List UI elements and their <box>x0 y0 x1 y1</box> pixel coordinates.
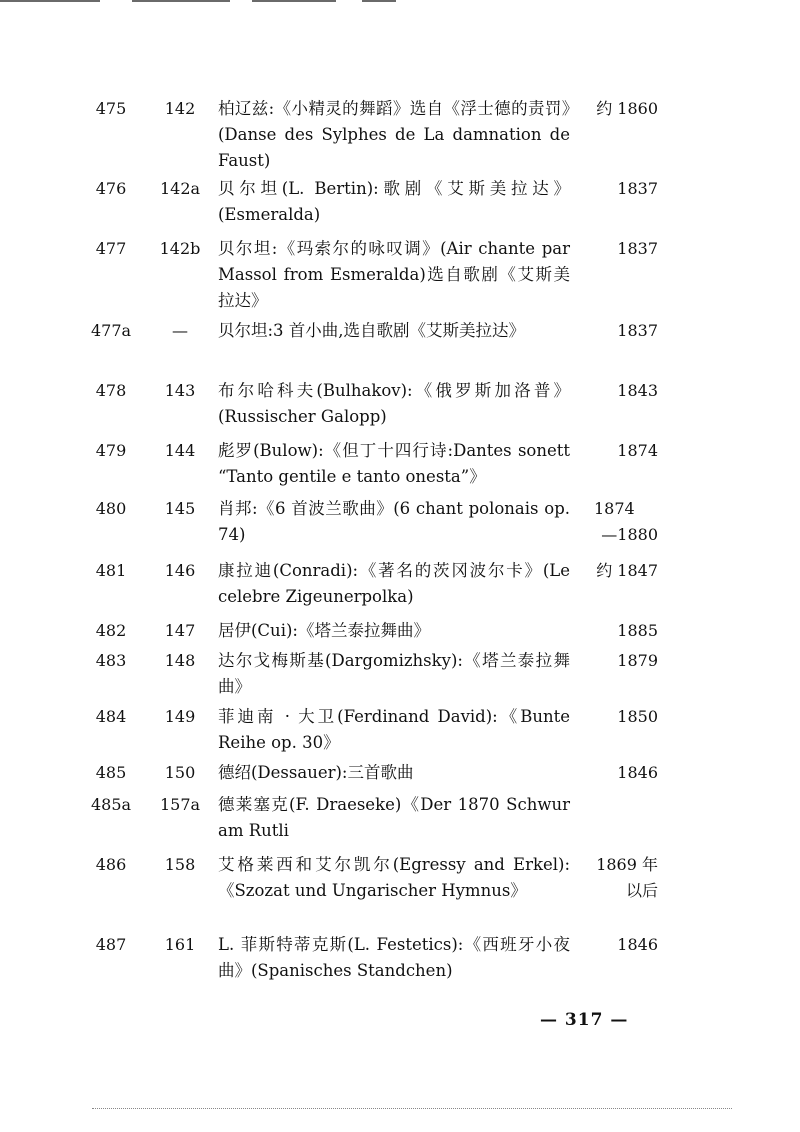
entry-number: 477a <box>90 321 132 340</box>
entry-sub-number: 142b <box>159 239 201 258</box>
entry-number: 484 <box>95 707 127 726</box>
entry-year <box>578 618 658 644</box>
catalog-entry <box>0 318 800 378</box>
catalog-entry <box>0 618 800 648</box>
entry-description: 艾格莱西和艾尔凯尔(Egressy and Erkel):《Szozat und Ungarischer Hymnus》 <box>218 855 570 900</box>
entry-year <box>578 558 658 584</box>
catalog-entry <box>0 236 800 318</box>
catalog-entry <box>0 792 800 852</box>
top-rule <box>132 0 230 2</box>
entry-sub-number: 149 <box>164 707 196 726</box>
entry-sub-number: 150 <box>164 763 196 782</box>
entry-sub-number: 142a <box>159 179 201 198</box>
entry-year-line: 约 1847 <box>596 561 658 580</box>
catalog-entry <box>0 378 800 438</box>
entry-year <box>578 438 658 464</box>
entry-year <box>578 496 658 548</box>
entry-sub-number: 158 <box>164 855 196 874</box>
entry-number: 486 <box>95 855 127 874</box>
page-number: — 317 — <box>540 1010 629 1030</box>
entry-year-line: 约 1860 <box>596 99 658 118</box>
entry-number: 480 <box>95 499 127 518</box>
entry-sub-number: 161 <box>164 935 196 954</box>
entry-number: 481 <box>95 561 127 580</box>
bottom-rule <box>92 1108 732 1110</box>
entry-year-line: 1846 <box>617 763 658 782</box>
entry-sub-number: 146 <box>164 561 196 580</box>
entry-number: 479 <box>95 441 127 460</box>
entry-year <box>578 760 658 786</box>
entry-year-line: 1879 <box>617 651 658 670</box>
entry-description: 贝尔坦(L. Bertin):歌剧《艾斯美拉达》(Esmeralda) <box>218 179 570 224</box>
catalog-entry <box>0 176 800 236</box>
entry-description: 贝尔坦:《玛索尔的咏叹调》(Air chante par Massol from Esmeralda)选自歌剧《艾斯美拉达》 <box>218 239 570 310</box>
catalog-entry <box>0 852 800 932</box>
catalog-entry <box>0 760 800 792</box>
entry-year-line: 1885 <box>617 621 658 640</box>
entry-sub-number: 157a <box>159 795 201 814</box>
catalog-entry <box>0 648 800 704</box>
entry-sub-number: 142 <box>164 99 196 118</box>
entry-description: 贝尔坦:3 首小曲,选自歌剧《艾斯美拉达》 <box>218 321 526 340</box>
entry-number: 475 <box>95 99 127 118</box>
entry-description: 达尔戈梅斯基(Dargomizhsky):《塔兰泰拉舞曲》 <box>218 651 570 696</box>
entry-sub-number: 145 <box>164 499 196 518</box>
entry-number: 485a <box>90 795 132 814</box>
entry-description: 康拉迪(Conradi):《著名的茨冈波尔卡》(Le celebre Zigeunerpolka) <box>218 561 570 606</box>
entry-year-line: 1869 年 <box>596 855 658 874</box>
entry-year-line: 1843 <box>617 381 658 400</box>
catalog-entry <box>0 438 800 496</box>
entry-description: L. 菲斯特蒂克斯(L. Festetics):《西班牙小夜曲》(Spanisches Standchen) <box>218 935 570 980</box>
entry-number: 482 <box>95 621 127 640</box>
entry-year-line: 1837 <box>617 179 658 198</box>
entry-year <box>578 318 658 344</box>
entry-sub-number: 148 <box>164 651 196 670</box>
top-rule <box>252 0 336 2</box>
entry-number: 485 <box>95 763 127 782</box>
entry-description: 居伊(Cui):《塔兰泰拉舞曲》 <box>218 621 430 640</box>
top-rule <box>0 0 100 2</box>
entry-number: 487 <box>95 935 127 954</box>
entry-year-line: —1880 <box>601 525 658 544</box>
catalog-entry <box>0 932 800 992</box>
entry-number: 478 <box>95 381 127 400</box>
entry-year-line: 1850 <box>617 707 658 726</box>
entry-description: 布尔哈科夫(Bulhakov):《俄罗斯加洛普》(Russischer Galopp) <box>218 381 570 426</box>
entry-year <box>578 96 658 122</box>
entry-year-line: 1874 <box>617 441 658 460</box>
entry-year-line: 1874 <box>594 499 635 518</box>
entry-description: 彪罗(Bulow):《但丁十四行诗:Dantes sonett “Tanto gentile e tanto onesta”》 <box>218 441 570 486</box>
top-rule <box>362 0 396 2</box>
entry-description: 肖邦:《6 首波兰歌曲》(6 chant polonais op. 74) <box>218 499 570 544</box>
catalog-entry <box>0 496 800 558</box>
entry-year <box>578 378 658 404</box>
entry-year <box>578 932 658 958</box>
entry-year-line: 1837 <box>617 239 658 258</box>
entry-year <box>578 704 658 730</box>
entry-year <box>578 236 658 262</box>
entry-number: 477 <box>95 239 127 258</box>
entry-sub-number: 147 <box>164 621 196 640</box>
entry-sub-number: — <box>172 321 188 340</box>
entry-year <box>578 852 658 904</box>
entry-year-line: 以后 <box>625 881 658 900</box>
entry-description: 菲迪南 · 大卫(Ferdinand David):《Bunte Reihe op. 30》 <box>218 707 570 752</box>
entry-sub-number: 144 <box>164 441 196 460</box>
entry-description: 柏辽兹:《小精灵的舞蹈》选自《浮士德的责罚》(Danse des Sylphes de La damnation de Faust) <box>218 99 570 170</box>
entry-year <box>578 648 658 674</box>
entry-number: 476 <box>95 179 127 198</box>
catalog-entry <box>0 704 800 760</box>
entry-description: 德绍(Dessauer):三首歌曲 <box>218 763 414 782</box>
catalog-entry <box>0 558 800 618</box>
entry-year-line: 1837 <box>617 321 658 340</box>
catalog-entry <box>0 96 800 176</box>
entry-year-line: 1846 <box>617 935 658 954</box>
entry-number: 483 <box>95 651 127 670</box>
entry-sub-number: 143 <box>164 381 196 400</box>
entry-description: 德莱塞克(F. Draeseke)《Der 1870 Schwur am Rutli <box>218 795 570 840</box>
entry-year <box>578 176 658 202</box>
